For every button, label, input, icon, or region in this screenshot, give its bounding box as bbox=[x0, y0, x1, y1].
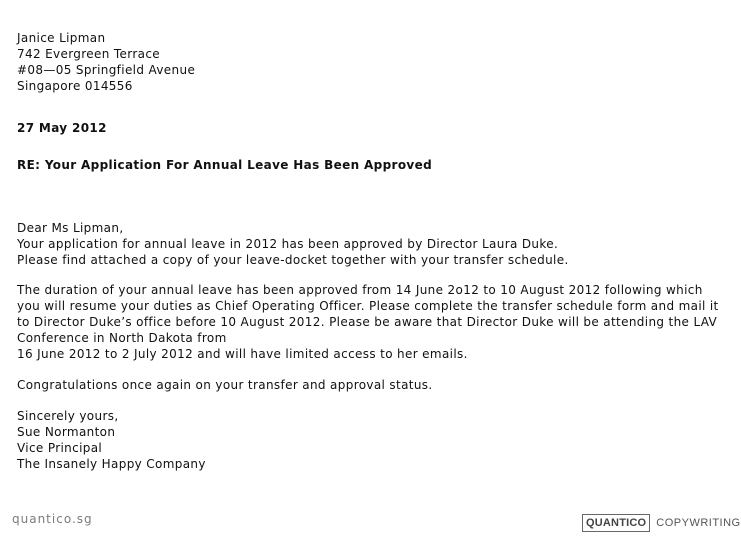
sender-name: Janice Lipman bbox=[17, 31, 106, 45]
logo-box-text: QUANTICO bbox=[582, 514, 650, 532]
paragraph2-line: Conference in North Dakota from bbox=[17, 331, 227, 345]
closing: Sincerely yours, bbox=[17, 409, 119, 423]
salutation: Dear Ms Lipman, bbox=[17, 221, 124, 235]
address-line-1: 742 Evergreen Terrace bbox=[17, 47, 160, 61]
footer-website: quantico.sg bbox=[12, 512, 93, 526]
signer-name: Sue Normanton bbox=[17, 425, 116, 439]
paragraph2-line: 16 June 2012 to 2 July 2012 and will have limited access to her emails. bbox=[17, 347, 468, 361]
letter-subject: RE: Your Application For Annual Leave Has Been Approved bbox=[17, 158, 433, 172]
signer-company: The Insanely Happy Company bbox=[17, 457, 206, 471]
signer-title: Vice Principal bbox=[17, 441, 103, 455]
address-line-3: Singapore 014556 bbox=[17, 79, 133, 93]
address-line-2: #08—05 Springfield Avenue bbox=[17, 63, 196, 77]
letter-body bbox=[17, 30, 717, 472]
logo-text: COPYWRITING bbox=[656, 517, 741, 529]
paragraph-2 bbox=[17, 282, 717, 362]
paragraph2-line: you will resume your duties as Chief Operating Officer. Please complete the transfer schedule form and mail it bbox=[17, 299, 719, 313]
letter-date: 27 May 2012 bbox=[17, 121, 107, 135]
footer-logo bbox=[582, 512, 741, 534]
salutation-block bbox=[17, 220, 717, 268]
paragraph1-line: Your application for annual leave in 2012 has been approved by Director Laura Duke. bbox=[17, 237, 559, 251]
paragraph-3 bbox=[17, 377, 717, 393]
paragraph2-line: to Director Duke’s office before 10 August 2012. Please be aware that Director Duke will be attending the LAV bbox=[17, 315, 718, 329]
sender-address bbox=[17, 30, 717, 94]
paragraph1-line: Please find attached a copy of your leave-docket together with your transfer schedule. bbox=[17, 253, 569, 267]
paragraph3-line: Congratulations once again on your transfer and approval status. bbox=[17, 378, 433, 392]
signature-block bbox=[17, 408, 717, 472]
paragraph2-line: The duration of your annual leave has been approved from 14 June 2o12 to 10 August 2012 following which bbox=[17, 283, 703, 297]
